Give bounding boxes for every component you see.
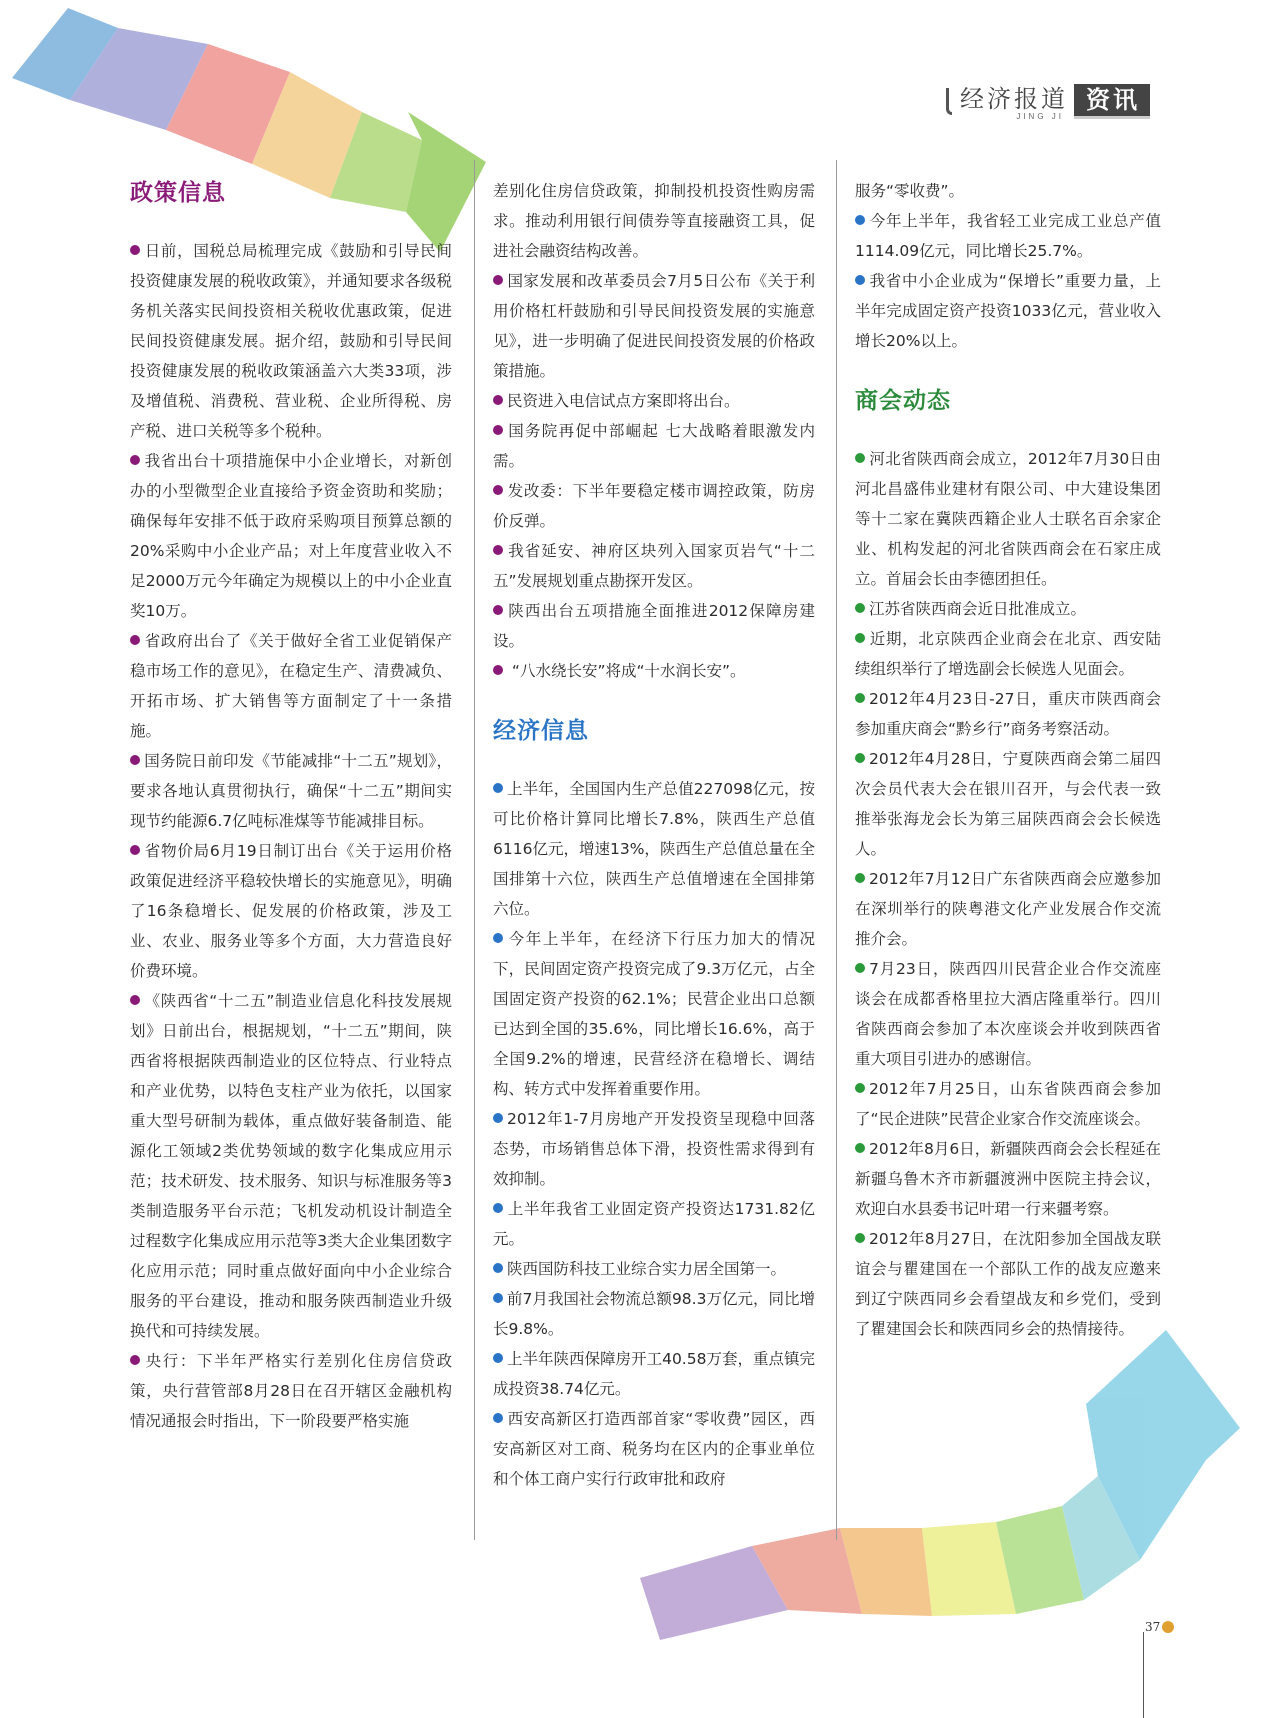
news-item-text: 国家发展和改革委员会7月5日公布《关于利用价格杠杆鼓励和引导民间投资发展的实施意见》，进一步明确了促进民间投资发展的价格政策措施。 [493, 272, 815, 380]
bullet-dot-icon [493, 545, 503, 555]
bullet-dot-icon [493, 275, 503, 285]
news-item [493, 1284, 815, 1344]
bullet-dot-icon [130, 635, 140, 645]
section-spacer [130, 210, 452, 236]
news-item-text: 今年上半年，我省轻工业完成工业总产值1114.09亿元，同比增长25.7%。 [855, 212, 1161, 260]
bullet-dot-icon [493, 1263, 503, 1273]
news-item-text: 2012年4月23日-27日，重庆市陕西商会参加重庆商会“黔乡行”商务考察活动。 [855, 690, 1161, 738]
news-item-text: 前7月我国社会物流总额98.3万亿元，同比增长9.8%。 [493, 1290, 815, 1338]
masthead-sub: JING JI [1016, 112, 1064, 121]
section-title: 政策信息 [130, 180, 226, 206]
bullet-dot-icon [130, 755, 140, 765]
news-item-text: 国务院再促中部崛起 七大战略着眼激发内需。 [493, 422, 815, 470]
section-spacer [855, 356, 1161, 384]
bullet-dot-icon [855, 1083, 865, 1093]
news-item-text: 2012年1-7月房地产开发投资呈现稳中回落态势，市场销售总体下滑，投资性需求得到有效抑制。 [493, 1110, 815, 1188]
news-item [855, 176, 1161, 206]
news-item-text: 陕西国防科技工业综合实力居全国第一。 [507, 1260, 787, 1278]
news-item-text: 江苏省陕西商会近日批准成立。 [869, 600, 1087, 618]
news-item-text: “八水绕长安”将成“十水润长安”。 [507, 662, 746, 680]
news-item [493, 596, 815, 656]
column-2 [493, 176, 815, 1494]
news-item [130, 986, 452, 1346]
bullet-dot-icon [493, 1203, 503, 1213]
news-item [855, 1074, 1161, 1134]
news-item [493, 476, 815, 536]
bullet-dot-icon [493, 485, 503, 495]
section-title: 商会动态 [855, 388, 951, 414]
masthead [946, 84, 1150, 121]
news-item [855, 594, 1161, 624]
bullet-dot-icon [130, 995, 140, 1005]
news-item [130, 746, 452, 836]
news-item-text: 近期，北京陕西企业商会在北京、西安陆续组织举行了增选副会长候选人见面会。 [855, 630, 1161, 678]
column-divider [474, 160, 475, 1540]
news-item-text: 2012年8月27日，在沈阳参加全国战友联谊会与瞿建国在一个部队工作的战友应邀来到辽宁陕西同乡会看望战友和乡党们，受到了瞿建国会长和陕西同乡会的热情接待。 [855, 1230, 1161, 1338]
news-item-text: 上半年我省工业固定资产投资达1731.82亿元。 [493, 1200, 815, 1248]
news-item-text: 省物价局6月19日制订出台《关于运用价格政策促进经济平稳较快增长的实施意见》，明确了16条稳增长、促发展的价格政策，涉及工业、农业、服务业等多个方面，大力营造良好价费环境。 [130, 842, 452, 980]
bullet-dot-icon [855, 1143, 865, 1153]
news-item [855, 444, 1161, 594]
news-item [493, 1254, 815, 1284]
news-item [855, 684, 1161, 744]
news-item [855, 1224, 1161, 1344]
page-number-text: 37 [1145, 1620, 1161, 1634]
news-item [130, 446, 452, 626]
news-item-text: 国务院日前印发《节能减排“十二五”规划》，要求各地认真贯彻执行，确保“十二五”期间实现节约能源6.7亿吨标准煤等节能减排目标。 [130, 752, 452, 830]
masthead-bracket [946, 88, 952, 115]
bullet-dot-icon [855, 753, 865, 763]
news-item [130, 626, 452, 746]
news-item-text: 日前，国税总局梳理完成《鼓励和引导民间投资健康发展的税收政策》，并通知要求各级税务机关落实民间投资相关税收优惠政策，促进民间投资健康发展。据介绍，鼓励和引导民间投资健康发展的税收政策涵盖六大类33项，涉及增值税、消费税、营业税、企业所得税、房产税、进口关税等多个税种。 [130, 242, 452, 440]
news-item [493, 1344, 815, 1404]
bullet-dot-icon [493, 933, 503, 943]
bullet-dot-icon [855, 275, 865, 285]
bullet-dot-icon [493, 1293, 503, 1303]
news-item [493, 774, 815, 924]
news-item [493, 1194, 815, 1254]
bullet-dot-icon [130, 245, 140, 255]
news-item [130, 1346, 452, 1436]
bullet-dot-icon [855, 1233, 865, 1243]
column-1 [130, 176, 452, 1436]
section-title: 经济信息 [493, 718, 589, 744]
section-spacer [493, 686, 815, 714]
news-item [493, 386, 815, 416]
news-item [855, 1134, 1161, 1224]
news-item-text: 西安高新区打造西部首家“零收费”园区，西安高新区对工商、税务均在区内的企事业单位和个体工商户实行行政审批和政府 [493, 1410, 815, 1488]
news-item-text: 民资进入电信试点方案即将出台。 [507, 392, 740, 410]
bullet-dot-icon [493, 783, 503, 793]
bullet-dot-icon [855, 603, 865, 613]
news-item [493, 176, 815, 266]
section-spacer [493, 748, 815, 774]
news-item [855, 206, 1161, 266]
news-item-text: 发改委：下半年要稳定楼市调控政策，防房价反弹。 [493, 482, 815, 530]
bullet-dot-icon [493, 605, 503, 615]
news-item [493, 1404, 815, 1494]
bullet-dot-icon [493, 1113, 503, 1123]
news-item [855, 744, 1161, 864]
news-item-text: 《陕西省“十二五”制造业信息化科技发展规划》日前出台，根据规划，“十二五”期间，陕西省将根据陕西制造业的区位特点、行业特点和产业优势，以特色支柱产业为依托，以国家重大型号研制为载体，重点做好装备制造、能源化工领域2类优势领域的数字化集成应用示范；技术研发、技术服务、知识与标准服务等3类制造服务平台示范；飞机发动机设计制造全过程数字化集成应用示范等3类大企业集团数字化应用示范；同时重点做好面向中小企业综合服务的平台建设，推动和服务陕西制造业升级换代和可持续发展。 [130, 992, 452, 1340]
news-item [855, 954, 1161, 1074]
news-item-text: 2012年8月6日，新疆陕西商会会长程延在新疆乌鲁木齐市新疆渡洲中医院主持会议，欢迎白水县委书记叶珺一行来疆考察。 [855, 1140, 1161, 1218]
news-item-text: 2012年4月28日，宁夏陕西商会第二届四次会员代表大会在银川召开，与会代表一致推举张海龙会长为第三届陕西商会会长候选人。 [855, 750, 1161, 858]
news-item [130, 836, 452, 986]
news-item [493, 266, 815, 386]
news-item [130, 236, 452, 446]
masthead-brand: 经济报道 [960, 85, 1068, 113]
bullet-dot-icon [855, 963, 865, 973]
bullet-dot-icon [493, 425, 503, 435]
news-item-text: 7月23日，陕西四川民营企业合作交流座谈会在成都香格里拉大酒店隆重举行。四川省陕西商会参加了本次座谈会并收到陕西省重大项目引进办的感谢信。 [855, 960, 1161, 1068]
news-item-text: 央行：下半年严格实行差别化住房信贷政策，央行营管部8月28日在召开辖区金融机构情况通报会时指出，下一阶段要严格实施 [130, 1352, 452, 1430]
news-item-text: 今年上半年，在经济下行压力加大的情况下，民间固定资产投资完成了9.3万亿元，占全国固定资产投资的62.1%；民营企业出口总额已达到全国的35.6%，同比增长16.6%，高于全国9.2%的增速，民营经济在稳增长、调结构、转方式中发挥着重要作用。 [493, 930, 815, 1098]
news-item [493, 924, 815, 1104]
news-item-text: 上半年，全国国内生产总值227098亿元，按可比价格计算同比增长7.8%，陕西生产总值6116亿元，增速13%，陕西生产总值总量在全国排第十六位，陕西生产总值增速在全国排第六位。 [493, 780, 815, 918]
news-item [493, 536, 815, 596]
bullet-dot-icon [855, 453, 865, 463]
news-item-text: 服务“零收费”。 [855, 182, 965, 200]
footer-rule [1143, 1632, 1144, 1718]
news-item-text: 河北省陕西商会成立，2012年7月30日由河北昌盛伟业建材有限公司、中大建设集团等十二家在冀陕西籍企业人士联名百余家企业、机构发起的河北省陕西商会在石家庄成立。首届会长由李德团担任。 [855, 450, 1161, 588]
news-item-text: 省政府出台了《关于做好全省工业促销保产稳市场工作的意见》，在稳定生产、清费减负、开拓市场、扩大销售等方面制定了十一条措施。 [130, 632, 452, 740]
news-item-text: 陕西出台五项措施全面推进2012保障房建设。 [493, 602, 815, 650]
bullet-dot-icon [493, 395, 503, 405]
news-item [493, 656, 815, 686]
bullet-dot-icon [855, 633, 865, 643]
bullet-dot-icon [493, 1353, 503, 1363]
news-item [855, 864, 1161, 954]
masthead-tag: 资讯 [1074, 84, 1150, 119]
news-item [493, 1104, 815, 1194]
section-spacer [855, 418, 1161, 444]
news-item-text: 上半年陕西保障房开工40.58万套，重点镇完成投资38.74亿元。 [493, 1350, 815, 1398]
bullet-dot-icon [855, 873, 865, 883]
bullet-dot-icon [130, 845, 140, 855]
news-item-text: 我省中小企业成为“保增长”重要力量，上半年完成固定资产投资1033亿元，营业收入增长20%以上。 [855, 272, 1161, 350]
bullet-dot-icon [130, 455, 140, 465]
news-item-text: 2012年7月12日广东省陕西商会应邀参加在深圳举行的陕粤港文化产业发展合作交流推介会。 [855, 870, 1161, 948]
page-number [1145, 1620, 1174, 1634]
bullet-dot-icon [493, 665, 503, 675]
news-item-text: 我省出台十项措施保中小企业增长，对新创办的小型微型企业直接给予资金资助和奖励；确保每年安排不低于政府采购项目预算总额的20%采购中小企业产品；对上年度营业收入不足2000万元今年确定为规模以上的中小企业直奖10万。 [130, 452, 452, 620]
column-divider [836, 160, 837, 1540]
news-item-text: 我省延安、神府区块列入国家页岩气“十二五”发展规划重点勘探开发区。 [493, 542, 815, 590]
news-item-text: 2012年7月25日，山东省陕西商会参加了“民企进陕”民营企业家合作交流座谈会。 [855, 1080, 1161, 1128]
news-item-text: 差别化住房信贷政策，抑制投机投资性购房需求。推动利用银行间债券等直接融资工具，促进社会融资结构改善。 [493, 182, 815, 260]
news-item [855, 624, 1161, 684]
bullet-dot-icon [855, 693, 865, 703]
bullet-dot-icon [130, 1355, 140, 1365]
bullet-dot-icon [855, 215, 865, 225]
news-item [493, 416, 815, 476]
news-item [855, 266, 1161, 356]
column-3 [855, 176, 1161, 1344]
bullet-dot-icon [493, 1413, 503, 1423]
page-badge-icon [1162, 1621, 1174, 1633]
